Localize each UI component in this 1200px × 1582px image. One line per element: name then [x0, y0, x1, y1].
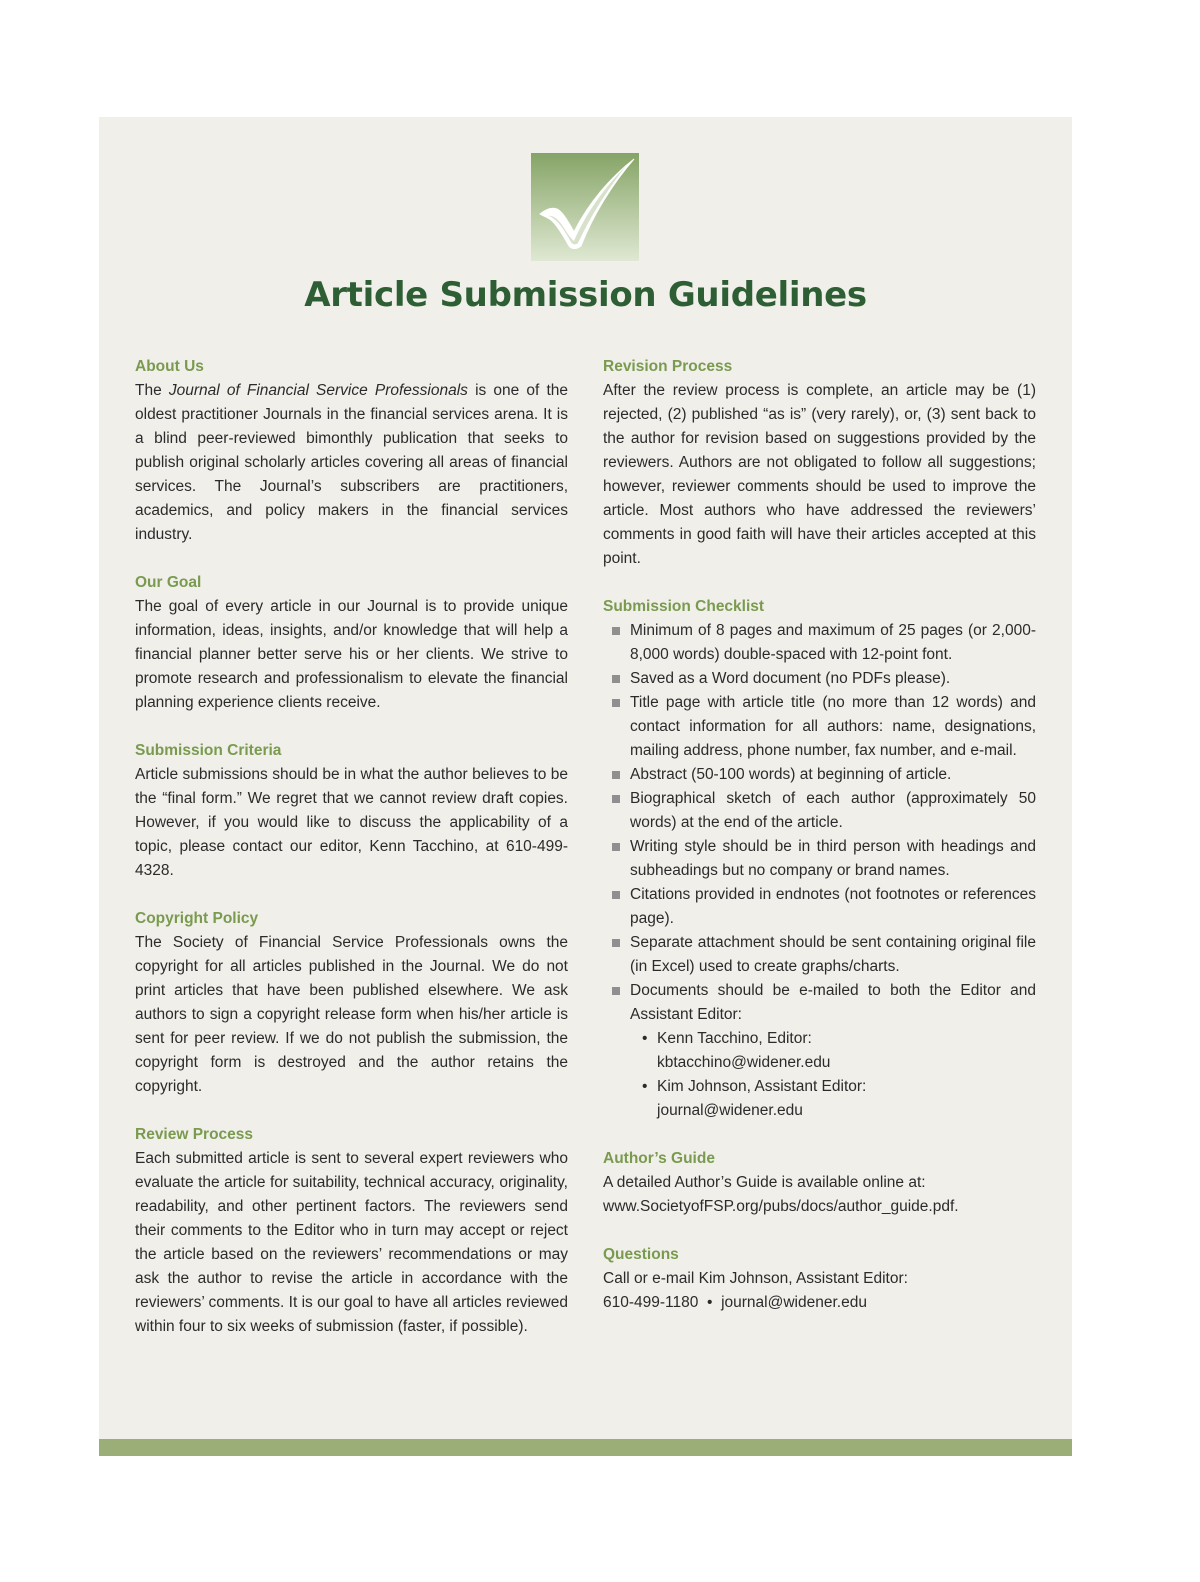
section-heading: Revision Process [603, 358, 733, 375]
left-column [135, 355, 568, 1363]
about-text-post: is one of the oldest practitioner Journals in the financial services arena. It is a blind peer-reviewed bimonthly publication that seeks to publish original scholarly articles covering all areas of financial services. The Journal’s subscribers are practitioners, academics, and policy makers in the financial services industry. [135, 382, 569, 543]
checklist-item [603, 979, 1036, 1123]
questions-section [603, 1243, 1036, 1315]
checklist-item [603, 691, 1036, 763]
checkmark-icon [531, 153, 639, 261]
copyright-section [135, 907, 568, 1099]
square-bullet-icon [612, 675, 620, 683]
revision-section [603, 355, 1036, 571]
contact-item [630, 1075, 1036, 1123]
about-text-pre: The [135, 382, 169, 399]
round-bullet-icon: • [642, 1030, 648, 1047]
square-bullet-icon [612, 843, 620, 851]
checklist-item-text: Biographical sketch of each author (approximately 50 words) at the end of the article. [630, 790, 1036, 831]
section-heading: Submission Criteria [135, 742, 282, 759]
section-heading: Author’s Guide [603, 1150, 715, 1167]
questions-email[interactable]: journal@widener.edu [721, 1294, 867, 1311]
journal-name: Journal of Financial Service Professionals [168, 382, 468, 399]
contact-list [630, 1027, 1036, 1123]
checklist [603, 619, 1036, 1123]
separator-dot: • [707, 1294, 713, 1311]
checklist-item-text: Saved as a Word document (no PDFs please). [630, 670, 951, 687]
checklist-item-text: Documents should be e-mailed to both the Editor and Assistant Editor: [630, 982, 1036, 1023]
copyright-text: The Society of Financial Service Professionals owns the copyright for all articles published in the Journal. We do not print articles that have been published elsewhere. We ask authors to sign a copyright release form when his/her article is sent for peer review. If we do not publish the submission, the copyright form is destroyed and the author retains the copyright. [135, 934, 568, 1095]
criteria-section [135, 739, 568, 883]
questions-phone: 610-499-1180 [603, 1294, 699, 1311]
checklist-item [603, 931, 1036, 979]
right-column [603, 355, 1036, 1339]
checklist-item [603, 835, 1036, 883]
checklist-item-text: Minimum of 8 pages and maximum of 25 pages (or 2,000-8,000 words) double-spaced with 12-point font. [630, 622, 1036, 663]
guide-url[interactable]: www.SocietyofFSP.org/pubs/docs/author_guide.pdf. [603, 1198, 959, 1215]
checklist-item [603, 619, 1036, 667]
checklist-item [603, 667, 1036, 691]
review-text: Each submitted article is sent to several expert reviewers who evaluate the article for suitability, technical accuracy, originality, readability, and other pertinent factors. The reviewers send their comments to the Editor who in turn may accept or reject the article based on the reviewers’ recommendations or may ask the author to revise the article in accordance with the reviewers’ comments. It is our goal to have all articles reviewed within four to six weeks of submission (faster, if possible). [135, 1150, 568, 1335]
section-heading: Questions [603, 1246, 679, 1263]
checklist-item-text: Title page with article title (no more than 12 words) and contact information for all authors: name, designations, mailing address, phone number, fax number, and e-mail. [630, 694, 1036, 759]
page-title: Article Submission Guidelines [304, 275, 867, 315]
about-text [135, 379, 568, 547]
section-heading: Review Process [135, 1126, 254, 1143]
section-heading: About Us [135, 358, 204, 375]
review-section [135, 1123, 568, 1339]
square-bullet-icon [612, 987, 620, 995]
round-bullet-icon: • [642, 1078, 648, 1095]
checklist-item-text: Abstract (50-100 words) at beginning of article. [630, 766, 952, 783]
square-bullet-icon [612, 699, 620, 707]
checklist-section [603, 595, 1036, 1123]
footer-band [99, 1439, 1072, 1456]
checkmark-logo [531, 153, 639, 261]
section-heading: Submission Checklist [603, 598, 765, 615]
square-bullet-icon [612, 891, 620, 899]
about-section [135, 355, 568, 547]
section-heading: Our Goal [135, 574, 202, 591]
square-bullet-icon [612, 795, 620, 803]
revision-text: After the review process is complete, an article may be (1) rejected, (2) published “as is” (very rarely), or, (3) sent back to the author for revision based on suggestions provided by the reviewers. Authors are not obligated to follow all suggestions; however, reviewer comments should be used to improve the article. Most authors who have addressed the reviewers’ comments in good faith will have their articles accepted at this point. [603, 382, 1036, 567]
goal-text: The goal of every article in our Journal is to provide unique information, ideas, insights, and/or knowledge that will help a financial planner better serve his or her clients. We strive to promote research and professionalism to elevate the financial planning experience clients receive. [135, 598, 568, 711]
checklist-item-text: Writing style should be in third person with headings and subheadings but no company or brand names. [630, 838, 1036, 879]
checklist-item-text: Separate attachment should be sent containing original file (in Excel) used to create graphs/charts. [630, 934, 1036, 975]
questions-contact-line [603, 1291, 1036, 1315]
goal-section [135, 571, 568, 715]
square-bullet-icon [612, 939, 620, 947]
contact-name: Kenn Tacchino, Editor: [657, 1030, 812, 1047]
guide-text: A detailed Author’s Guide is available online at: [603, 1174, 926, 1191]
square-bullet-icon [612, 771, 620, 779]
contact-email[interactable]: kbtacchino@widener.edu [657, 1054, 831, 1071]
contact-item [630, 1027, 1036, 1075]
guide-section [603, 1147, 1036, 1219]
criteria-text: Article submissions should be in what the author believes to be the “final form.” We regret that we cannot review draft copies. However, if you would like to discuss the applicability of a topic, please contact our editor, Kenn Tacchino, at 610-499-4328. [135, 766, 568, 879]
checklist-item [603, 883, 1036, 931]
checklist-item [603, 763, 1036, 787]
checklist-item-text: Citations provided in endnotes (not footnotes or references page). [630, 886, 1036, 927]
checklist-item [603, 787, 1036, 835]
questions-text: Call or e-mail Kim Johnson, Assistant Editor: [603, 1270, 908, 1287]
contact-email[interactable]: journal@widener.edu [657, 1102, 803, 1119]
contact-name: Kim Johnson, Assistant Editor: [657, 1078, 867, 1095]
square-bullet-icon [612, 627, 620, 635]
section-heading: Copyright Policy [135, 910, 259, 927]
